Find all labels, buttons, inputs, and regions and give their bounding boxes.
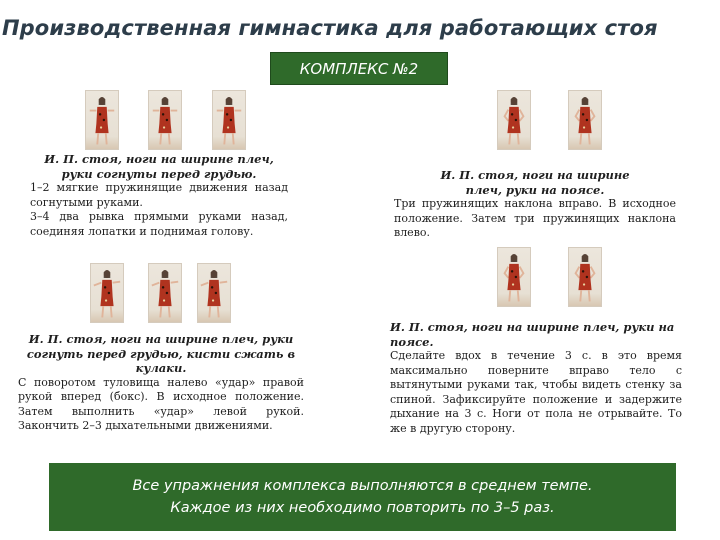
exercise-3-heading: И. П. стоя, ноги на ширине плеч, руки согнуть перед грудью, кисти сжать в кулаки.	[26, 332, 296, 375]
exercise-3-photo-1	[90, 263, 124, 323]
exercise-1-line-1: 1–2 мягкие пружинящие движения назад согнутыми руками.	[30, 181, 288, 209]
exercise-2-photo-1	[497, 90, 531, 150]
exercise-1-line-2: 3–4 два рывка прямыми руками назад, соединяя лопатки и поднимая голову.	[30, 210, 288, 238]
complex-badge: КОМПЛЕКС №2	[270, 52, 448, 85]
exercise-1-photo-2	[148, 90, 182, 150]
footer-line-2: Каждое из них необходимо повторить по 3–5 раз.	[170, 500, 555, 516]
exercise-1-photo-1	[85, 90, 119, 150]
exercise-3-text	[18, 332, 304, 434]
exercise-4-heading: И. П. стоя, ноги на ширине плеч, руки на поясе.	[390, 320, 675, 349]
exercise-1-text	[30, 152, 288, 239]
exercise-1-heading: И. П. стоя, ноги на ширине плеч, руки согнуты перед грудью.	[44, 152, 274, 181]
exercise-4-photo-2	[568, 247, 602, 307]
page-title: Производственная гимнастика для работающих стоя	[2, 16, 658, 40]
exercise-2-line-1: Три пружинящих наклона вправо. В исходное положение. Затем три пружинящих наклона влево.	[394, 197, 676, 239]
footer-line-1: Все упражнения комплекса выполняются в среднем темпе.	[132, 478, 593, 494]
exercise-4-photo-1	[497, 247, 531, 307]
exercise-2-photo-2	[568, 90, 602, 150]
exercise-4-line-1: Сделайте вдох в течение 3 с. в это время максимально поверните вправо тело с вытянутыми руками так, чтобы видеть стенку за спиной. Зафиксируйте положение и задержите дыхание на 3 с. Ноги от пола не отрывайте. То же в другую сторону.	[390, 349, 682, 435]
exercise-3-photo-2	[148, 263, 182, 323]
footer-banner	[49, 463, 676, 531]
exercise-2-heading: И. П. стоя, ноги на ширине плеч, руки на поясе.	[440, 168, 630, 197]
exercise-3-photo-3	[197, 263, 231, 323]
exercise-3-line-1: С поворотом туловища налево «удар» правой рукой вперед (бокс). В исходное положение. Затем выполнить «удар» левой рукой. Закончить 2–3 дыхательными движениями.	[18, 375, 304, 432]
exercise-2-text	[394, 168, 676, 241]
exercise-4-text	[390, 320, 682, 436]
exercise-1-photo-3	[212, 90, 246, 150]
